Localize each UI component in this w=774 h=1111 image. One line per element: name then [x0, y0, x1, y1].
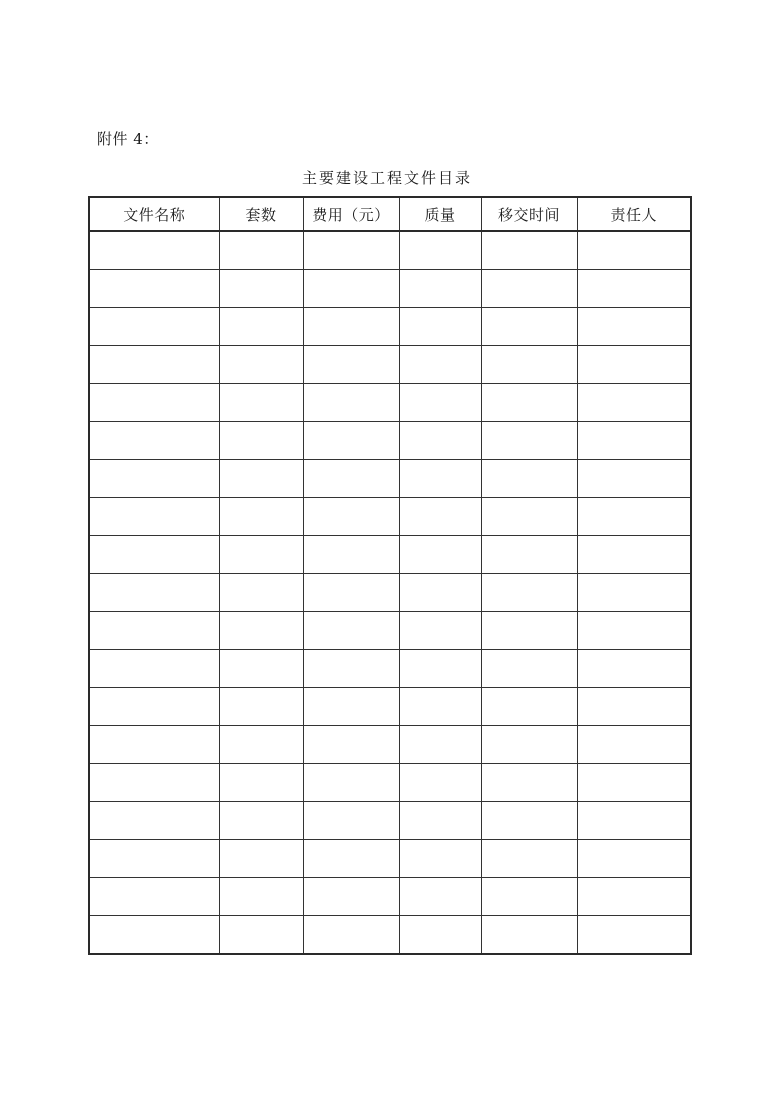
- table-cell: [219, 612, 303, 650]
- table-cell: [89, 650, 219, 688]
- table-cell: [219, 270, 303, 308]
- table-cell: [303, 802, 399, 840]
- table-cell: [481, 916, 577, 955]
- table-cell: [399, 384, 481, 422]
- table-cell: [219, 346, 303, 384]
- table-cell: [577, 270, 691, 308]
- table-cell: [303, 688, 399, 726]
- table-row: [89, 688, 691, 726]
- table-cell: [481, 574, 577, 612]
- table-cell: [577, 764, 691, 802]
- column-header-quality: 质量: [399, 197, 481, 231]
- table-cell: [399, 916, 481, 955]
- table-cell: [399, 346, 481, 384]
- table-cell: [481, 231, 577, 270]
- table-cell: [399, 878, 481, 916]
- table-cell: [481, 384, 577, 422]
- table-cell: [481, 650, 577, 688]
- table-cell: [577, 916, 691, 955]
- table-cell: [303, 840, 399, 878]
- table-cell: [303, 346, 399, 384]
- table-cell: [577, 536, 691, 574]
- table-cell: [399, 764, 481, 802]
- table-cell: [219, 764, 303, 802]
- column-header-responsible-person: 责任人: [577, 197, 691, 231]
- table-cell: [481, 498, 577, 536]
- table-cell: [481, 536, 577, 574]
- table-cell: [219, 308, 303, 346]
- table-cell: [303, 460, 399, 498]
- attachment-label: 附件 4：: [97, 130, 159, 148]
- table-cell: [399, 612, 481, 650]
- table-cell: [89, 498, 219, 536]
- table-cell: [481, 878, 577, 916]
- table-row: [89, 422, 691, 460]
- table-row: [89, 231, 691, 270]
- table-cell: [89, 840, 219, 878]
- table-cell: [89, 231, 219, 270]
- table-cell: [89, 574, 219, 612]
- table-cell: [89, 726, 219, 764]
- table-cell: [577, 460, 691, 498]
- table-cell: [89, 460, 219, 498]
- table-cell: [577, 498, 691, 536]
- table-cell: [399, 650, 481, 688]
- table-cell: [219, 498, 303, 536]
- table-cell: [89, 384, 219, 422]
- table-cell: [481, 764, 577, 802]
- table-cell: [577, 574, 691, 612]
- table-cell: [89, 308, 219, 346]
- table-cell: [577, 840, 691, 878]
- table-cell: [399, 231, 481, 270]
- table-cell: [399, 460, 481, 498]
- table-cell: [219, 384, 303, 422]
- table-cell: [481, 802, 577, 840]
- table-cell: [219, 726, 303, 764]
- table-cell: [303, 422, 399, 460]
- table-cell: [219, 536, 303, 574]
- table-cell: [303, 612, 399, 650]
- table-row: [89, 916, 691, 955]
- table-cell: [481, 346, 577, 384]
- table-cell: [89, 916, 219, 955]
- table-cell: [219, 460, 303, 498]
- table-cell: [219, 650, 303, 688]
- table-row: [89, 460, 691, 498]
- table-cell: [303, 536, 399, 574]
- table-cell: [577, 878, 691, 916]
- table-row: [89, 346, 691, 384]
- table-row: [89, 650, 691, 688]
- table-row: [89, 612, 691, 650]
- table-cell: [219, 231, 303, 270]
- table-cell: [303, 308, 399, 346]
- table-cell: [89, 270, 219, 308]
- table-row: [89, 878, 691, 916]
- table-cell: [303, 574, 399, 612]
- table-cell: [399, 726, 481, 764]
- table-row: [89, 498, 691, 536]
- table-row: [89, 726, 691, 764]
- table-cell: [481, 840, 577, 878]
- table-cell: [577, 802, 691, 840]
- file-catalog-table: [88, 196, 692, 955]
- table-cell: [303, 650, 399, 688]
- table-cell: [89, 536, 219, 574]
- table-cell: [577, 726, 691, 764]
- table-cell: [481, 612, 577, 650]
- table-row: [89, 802, 691, 840]
- table-cell: [219, 840, 303, 878]
- table-cell: [89, 878, 219, 916]
- table-cell: [577, 308, 691, 346]
- table-row: [89, 574, 691, 612]
- table-cell: [219, 574, 303, 612]
- table-cell: [399, 840, 481, 878]
- table-cell: [577, 688, 691, 726]
- table-cell: [89, 422, 219, 460]
- table-cell: [303, 384, 399, 422]
- table-cell: [399, 688, 481, 726]
- table-cell: [303, 764, 399, 802]
- table-cell: [89, 802, 219, 840]
- table-cell: [577, 231, 691, 270]
- table-cell: [577, 346, 691, 384]
- table-cell: [303, 878, 399, 916]
- document-title: 主要建设工程文件目录: [301, 169, 472, 187]
- table-cell: [577, 384, 691, 422]
- table-body: [89, 231, 691, 954]
- table-cell: [577, 422, 691, 460]
- table-header-row: [89, 197, 691, 231]
- table-cell: [89, 688, 219, 726]
- table-cell: [399, 536, 481, 574]
- table-cell: [481, 270, 577, 308]
- table-cell: [89, 612, 219, 650]
- table-cell: [399, 802, 481, 840]
- table-cell: [399, 422, 481, 460]
- table-cell: [577, 650, 691, 688]
- table-cell: [481, 688, 577, 726]
- table-cell: [481, 422, 577, 460]
- table-cell: [481, 726, 577, 764]
- table-cell: [303, 726, 399, 764]
- table-row: [89, 384, 691, 422]
- column-header-file-name: 文件名称: [89, 197, 219, 231]
- table-cell: [303, 270, 399, 308]
- table-cell: [219, 916, 303, 955]
- table-row: [89, 270, 691, 308]
- table-cell: [303, 231, 399, 270]
- table-cell: [481, 460, 577, 498]
- table-cell: [89, 764, 219, 802]
- table-cell: [481, 308, 577, 346]
- table-cell: [89, 346, 219, 384]
- column-header-cost: 费用（元）: [303, 197, 399, 231]
- table-cell: [303, 498, 399, 536]
- table-row: [89, 764, 691, 802]
- table-cell: [219, 422, 303, 460]
- table-cell: [399, 574, 481, 612]
- table-cell: [219, 688, 303, 726]
- table-cell: [219, 802, 303, 840]
- table-cell: [577, 612, 691, 650]
- column-header-handover-time: 移交时间: [481, 197, 577, 231]
- column-header-sets: 套数: [219, 197, 303, 231]
- table-cell: [219, 878, 303, 916]
- table-row: [89, 536, 691, 574]
- table-cell: [399, 270, 481, 308]
- table-cell: [399, 308, 481, 346]
- table-cell: [399, 498, 481, 536]
- table-row: [89, 308, 691, 346]
- table-row: [89, 840, 691, 878]
- table-cell: [303, 916, 399, 955]
